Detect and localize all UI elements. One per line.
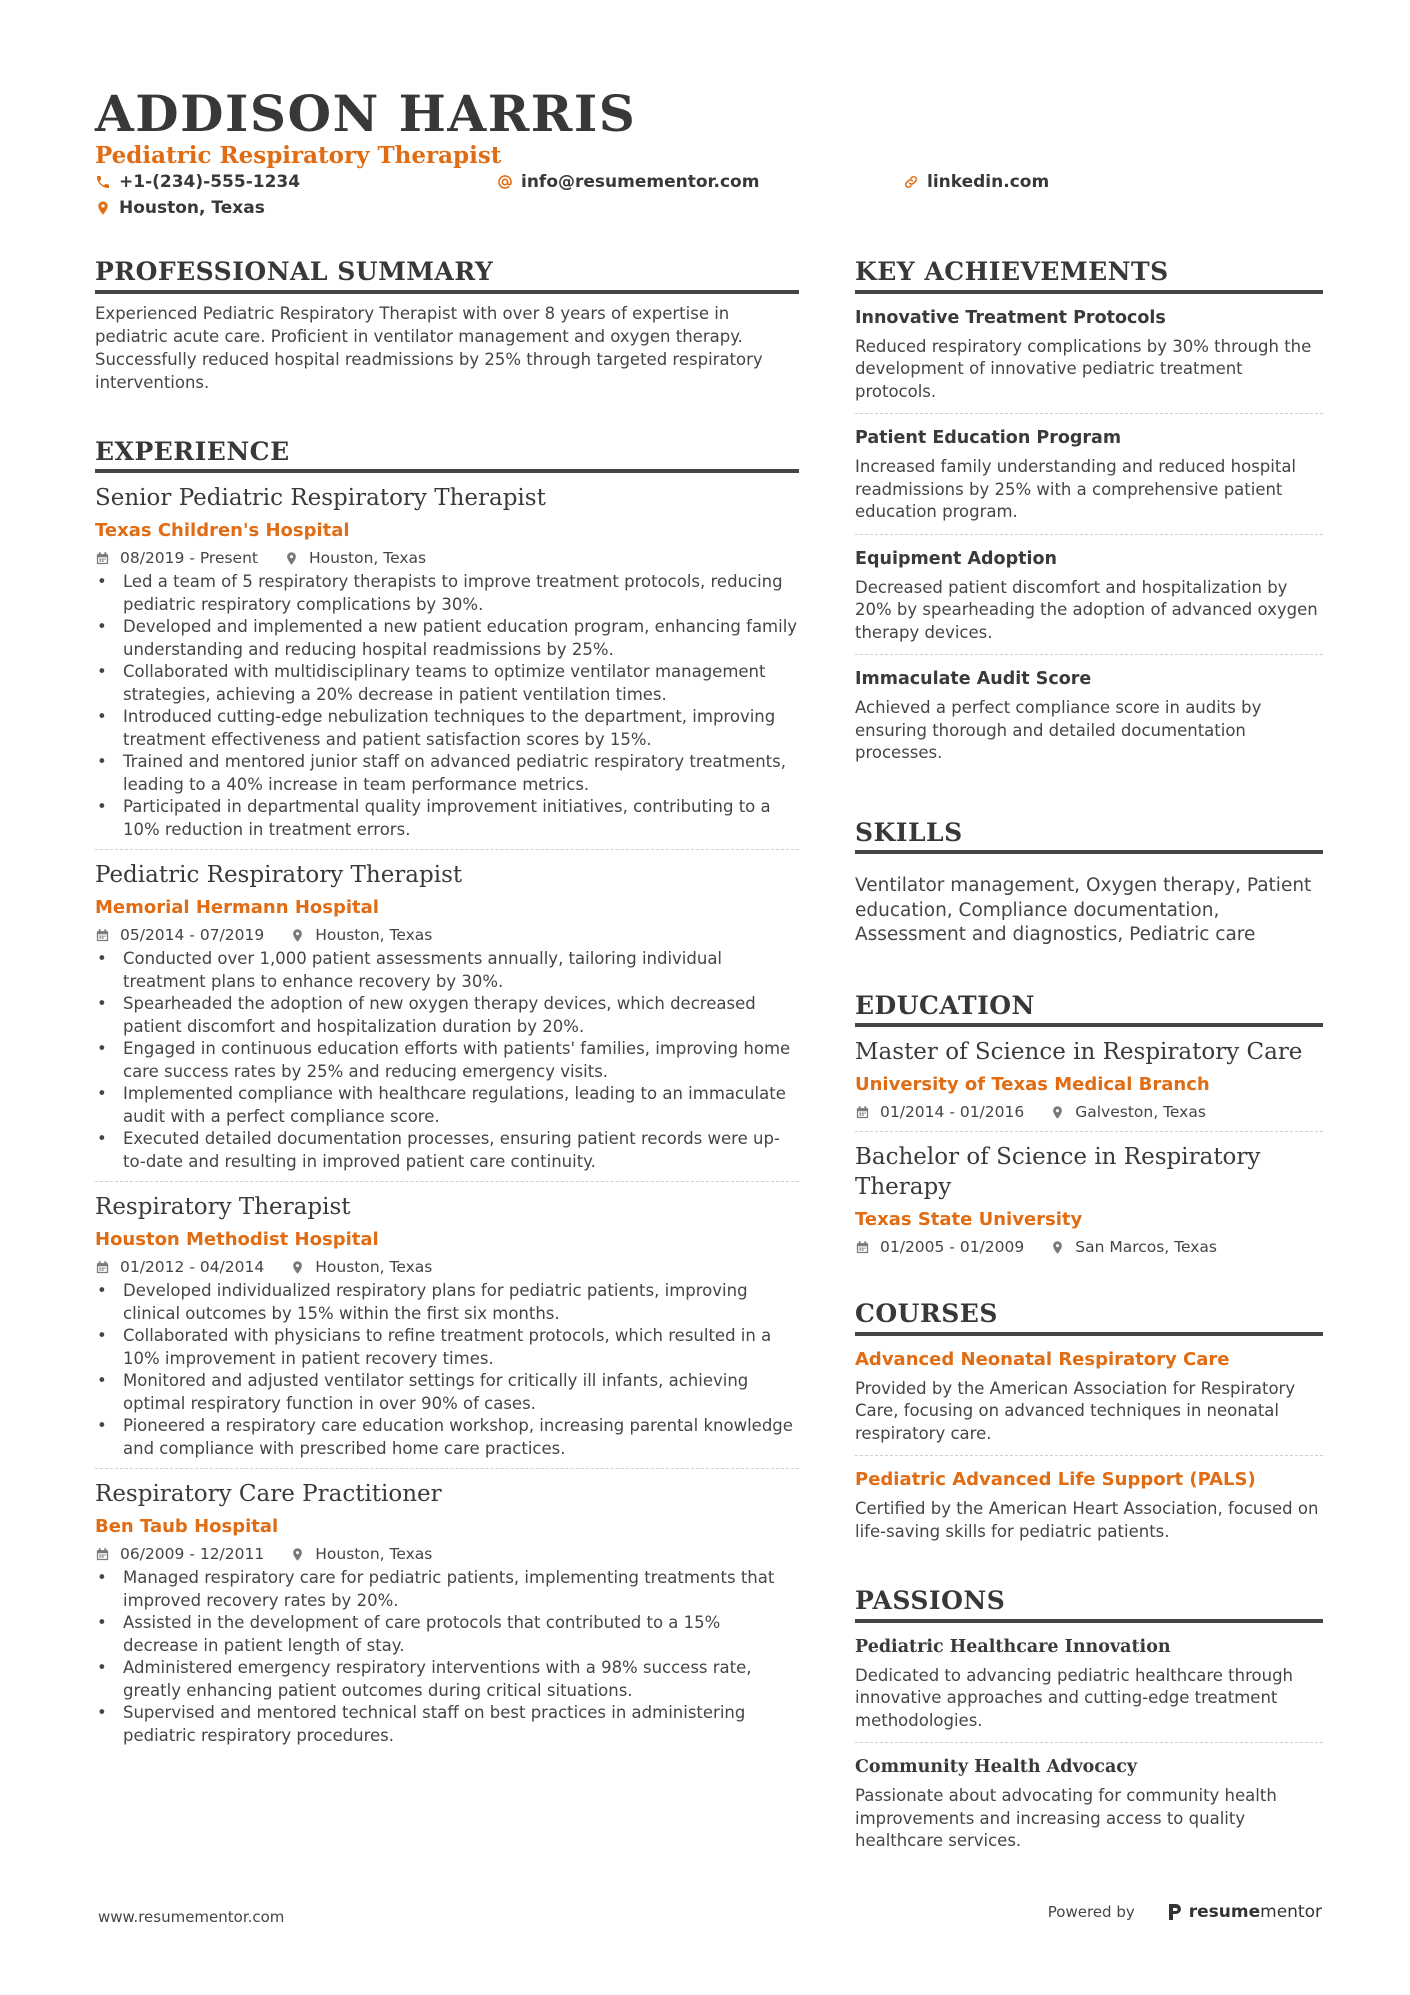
- contact-email[interactable]: [497, 172, 759, 192]
- achievement-item: [855, 535, 1323, 656]
- calendar-icon: [95, 1547, 110, 1562]
- bullet-item: • Pioneered a respiratory care education workshop, increasing parental knowledge and compliance with prescribed home care practices.: [95, 1415, 799, 1460]
- calendar-icon: [855, 1240, 870, 1255]
- at-icon: [497, 174, 513, 190]
- passions-section: [855, 1587, 1323, 1863]
- section-title: EDUCATION: [855, 992, 1323, 1028]
- bullet-item: • Collaborated with physicians to refine treatment protocols, which resulted in a 10% improvement in patient recovery times.: [95, 1325, 799, 1370]
- section-title: PROFESSIONAL SUMMARY: [95, 258, 799, 294]
- job-dates: 06/2009 - 12/2011: [120, 1545, 265, 1563]
- bullet-item: • Participated in departmental quality improvement initiatives, contributing to a 10% reduction in treatment errors.: [95, 796, 799, 841]
- email-text: info@resumementor.com: [521, 172, 760, 192]
- brand-name-bold: resume: [1188, 1902, 1261, 1922]
- calendar-icon: [95, 1260, 110, 1275]
- bullet-item: • Spearheaded the adoption of new oxygen therapy devices, which decreased patient discomfort and hospitalization duration by 20%.: [95, 993, 799, 1038]
- bullet-item: • Collaborated with multidisciplinary teams to optimize ventilator management strategies, achieving a 20% decrease in patient ventilation times.: [95, 661, 799, 706]
- candidate-name: ADDISON HARRIS: [95, 84, 637, 143]
- job-bullets: [95, 1567, 799, 1747]
- employer: Texas Children's Hospital: [95, 520, 350, 541]
- phone-icon: [95, 174, 111, 190]
- course-desc: Provided by the American Association for Respiratory Care, focusing on advanced techniques in neonatal respiratory care.: [855, 1378, 1296, 1443]
- education-dates: 01/2014 - 01/2016: [880, 1103, 1025, 1121]
- right-column: [855, 258, 1323, 1907]
- achievements-section: [855, 258, 1323, 775]
- education-meta: [855, 1236, 1323, 1258]
- calendar-icon: [95, 551, 110, 566]
- passion-desc: Passionate about advocating for community health improvements and increasing access to quality healthcare services.: [855, 1786, 1277, 1850]
- powered-by-label: Powered by: [1047, 1903, 1135, 1921]
- job-location: Houston, Texas: [309, 549, 427, 567]
- bullet-item: • Administered emergency respiratory interventions with a 98% success rate, greatly enhancing patient outcomes during critical situations.: [95, 1657, 799, 1702]
- job-meta: [95, 1256, 799, 1278]
- achievement-desc: Decreased patient discomfort and hospitalization by 20% by spearheading the adoption of advanced oxygen therapy devices.: [855, 577, 1318, 642]
- achievement-item: [855, 294, 1323, 415]
- passion-desc: Dedicated to advancing pediatric healthcare through innovative approaches and cutting-edge treatment methodologies.: [855, 1665, 1294, 1730]
- passion-title: Pediatric Healthcare Innovation: [855, 1636, 1171, 1657]
- education-section: [855, 992, 1323, 1267]
- education-item: [855, 1027, 1323, 1132]
- section-title: EXPERIENCE: [95, 438, 799, 474]
- achievement-title: Patient Education Program: [855, 428, 1122, 448]
- job-dates: 05/2014 - 07/2019: [120, 926, 265, 944]
- bullet-item: • Engaged in continuous education efforts with patients' families, improving home care success rates by 25% and reducing emergency visits.: [95, 1038, 799, 1083]
- location-pin-icon: [1050, 1240, 1065, 1255]
- brand-logo[interactable]: [1167, 1902, 1322, 1922]
- candidate-role: Pediatric Respiratory Therapist: [95, 142, 502, 169]
- achievement-desc: Achieved a perfect compliance score in audits by ensuring thorough and detailed documentation processes.: [855, 698, 1262, 762]
- courses-section: [855, 1300, 1323, 1553]
- location-pin-icon: [290, 928, 305, 943]
- experience-item: [95, 1182, 799, 1469]
- bullet-item: • Developed and implemented a new patient education program, enhancing family understanding and reducing hospital readmissions by 25%.: [95, 616, 799, 661]
- course-item: [855, 1456, 1323, 1553]
- achievement-item: [855, 414, 1323, 535]
- achievement-desc: Reduced respiratory complications by 30% through the development of innovative pediatric treatment protocols.: [855, 336, 1312, 401]
- phone-text: +1-(234)-555-1234: [119, 172, 301, 192]
- school: Texas State University: [855, 1209, 1083, 1230]
- section-title: COURSES: [855, 1300, 1323, 1336]
- footer-branding: [1048, 1902, 1322, 1922]
- job-title: Senior Pediatric Respiratory Therapist: [95, 485, 546, 511]
- achievement-title: Immaculate Audit Score: [855, 669, 1092, 689]
- education-location: Galveston, Texas: [1075, 1103, 1206, 1121]
- course-item: [855, 1336, 1323, 1457]
- location-pin-icon: [1050, 1105, 1065, 1120]
- achievement-title: Innovative Treatment Protocols: [855, 307, 1166, 328]
- course-desc: Certified by the American Heart Association, focused on life-saving skills for pediatric patients.: [855, 1499, 1319, 1541]
- brand-name-light: mentor: [1260, 1902, 1322, 1922]
- bullet-item: • Monitored and adjusted ventilator settings for critically ill infants, achieving optimal respiratory function in over 90% of cases.: [95, 1370, 799, 1415]
- experience-item: [95, 850, 799, 1182]
- summary-text: Experienced Pediatric Respiratory Therapist with over 8 years of expertise in pediatric acute care. Proficient in ventilator management and oxygen therapy. Successfully reduced hospital readmissions by 25% through targeted respiratory interventions.: [95, 303, 763, 392]
- achievement-desc: Increased family understanding and reduced hospital readmissions by 25% with a comprehensive patient education program.: [855, 457, 1297, 521]
- education-location: San Marcos, Texas: [1075, 1238, 1218, 1256]
- summary-section: [95, 258, 799, 394]
- calendar-icon: [855, 1105, 870, 1120]
- degree: Master of Science in Respiratory Care: [855, 1039, 1303, 1065]
- location-pin-icon: [290, 1260, 305, 1275]
- experience-item: [95, 1469, 799, 1755]
- job-bullets: [95, 1280, 799, 1460]
- job-bullets: [95, 571, 799, 841]
- job-bullets: [95, 948, 799, 1173]
- employer: Houston Methodist Hospital: [95, 1229, 379, 1250]
- degree: Bachelor of Science in Respiratory Therapy: [855, 1144, 1261, 1200]
- contact-linkedin[interactable]: [903, 172, 1049, 192]
- experience-item: [95, 473, 799, 850]
- linkedin-text: linkedin.com: [927, 172, 1050, 192]
- location-pin-icon: [95, 200, 111, 216]
- bullet-item: • Assisted in the development of care protocols that contributed to a 15% decrease in patient length of stay.: [95, 1612, 799, 1657]
- job-title: Pediatric Respiratory Therapist: [95, 862, 463, 888]
- footer-website[interactable]: www.resumementor.com: [98, 1908, 285, 1926]
- education-dates: 01/2005 - 01/2009: [880, 1238, 1025, 1256]
- skills-section: [855, 819, 1323, 948]
- job-meta: [95, 547, 799, 569]
- achievement-title: Equipment Adoption: [855, 548, 1057, 569]
- bullet-item: • Managed respiratory care for pediatric patients, implementing treatments that improved recovery rates by 20%.: [95, 1567, 799, 1612]
- passion-item: [855, 1623, 1323, 1744]
- course-title: Advanced Neonatal Respiratory Care: [855, 1348, 1230, 1370]
- job-title: Respiratory Care Practitioner: [95, 1481, 442, 1507]
- link-icon: [903, 174, 919, 190]
- section-title: KEY ACHIEVEMENTS: [855, 258, 1323, 294]
- bullet-item: • Introduced cutting-edge nebulization techniques to the department, improving treatment effectiveness and patient satisfaction scores by 15%.: [95, 706, 799, 751]
- achievement-item: [855, 655, 1323, 775]
- job-location: Houston, Texas: [315, 1258, 433, 1276]
- calendar-icon: [95, 928, 110, 943]
- contact-location: [95, 198, 265, 218]
- location-text: Houston, Texas: [119, 198, 265, 218]
- bullet-item: • Implemented compliance with healthcare regulations, leading to an immaculate audit with a perfect compliance score.: [95, 1083, 799, 1128]
- job-meta: [95, 1543, 799, 1565]
- contact-phone[interactable]: [95, 172, 300, 192]
- job-location: Houston, Texas: [315, 926, 433, 944]
- bullet-item: • Executed detailed documentation processes, ensuring patient records were up-to-date and resulting in improved patient care continuity.: [95, 1128, 799, 1173]
- job-dates: 08/2019 - Present: [120, 549, 258, 567]
- job-dates: 01/2012 - 04/2014: [120, 1258, 265, 1276]
- bullet-item: • Developed individualized respiratory plans for pediatric patients, improving clinical outcomes by 15% within the first six months.: [95, 1280, 799, 1325]
- bullet-item: • Supervised and mentored technical staff on best practices in administering pediatric respiratory procedures.: [95, 1702, 799, 1747]
- bullet-item: • Trained and mentored junior staff on advanced pediatric respiratory treatments, leading to a 40% increase in team performance metrics.: [95, 751, 799, 796]
- skills-text: Ventilator management, Oxygen therapy, Patient education, Compliance documentation, Assessment and diagnostics, Pediatric care: [855, 875, 1312, 945]
- job-location: Houston, Texas: [315, 1545, 433, 1563]
- job-title: Respiratory Therapist: [95, 1194, 351, 1220]
- left-column: [95, 258, 799, 1799]
- education-meta: [855, 1101, 1323, 1123]
- school: University of Texas Medical Branch: [855, 1074, 1210, 1095]
- bullet-item: • Led a team of 5 respiratory therapists to improve treatment protocols, reducing pediatric respiratory complications by 30%.: [95, 571, 799, 616]
- job-meta: [95, 924, 799, 946]
- location-pin-icon: [290, 1547, 305, 1562]
- course-title: Pediatric Advanced Life Support (PALS): [855, 1469, 1256, 1490]
- passion-title: Community Health Advocacy: [855, 1757, 1138, 1777]
- resumementor-logo-icon: [1167, 1902, 1183, 1922]
- passion-item: [855, 1743, 1323, 1863]
- employer: Memorial Hermann Hospital: [95, 897, 379, 918]
- employer: Ben Taub Hospital: [95, 1516, 279, 1537]
- education-item: [855, 1132, 1323, 1266]
- section-title: SKILLS: [855, 819, 1323, 855]
- location-pin-icon: [284, 551, 299, 566]
- bullet-item: • Conducted over 1,000 patient assessments annually, tailoring individual treatment plans to enhance recovery by 30%.: [95, 948, 799, 993]
- experience-section: [95, 438, 799, 1756]
- section-title: PASSIONS: [855, 1587, 1323, 1623]
